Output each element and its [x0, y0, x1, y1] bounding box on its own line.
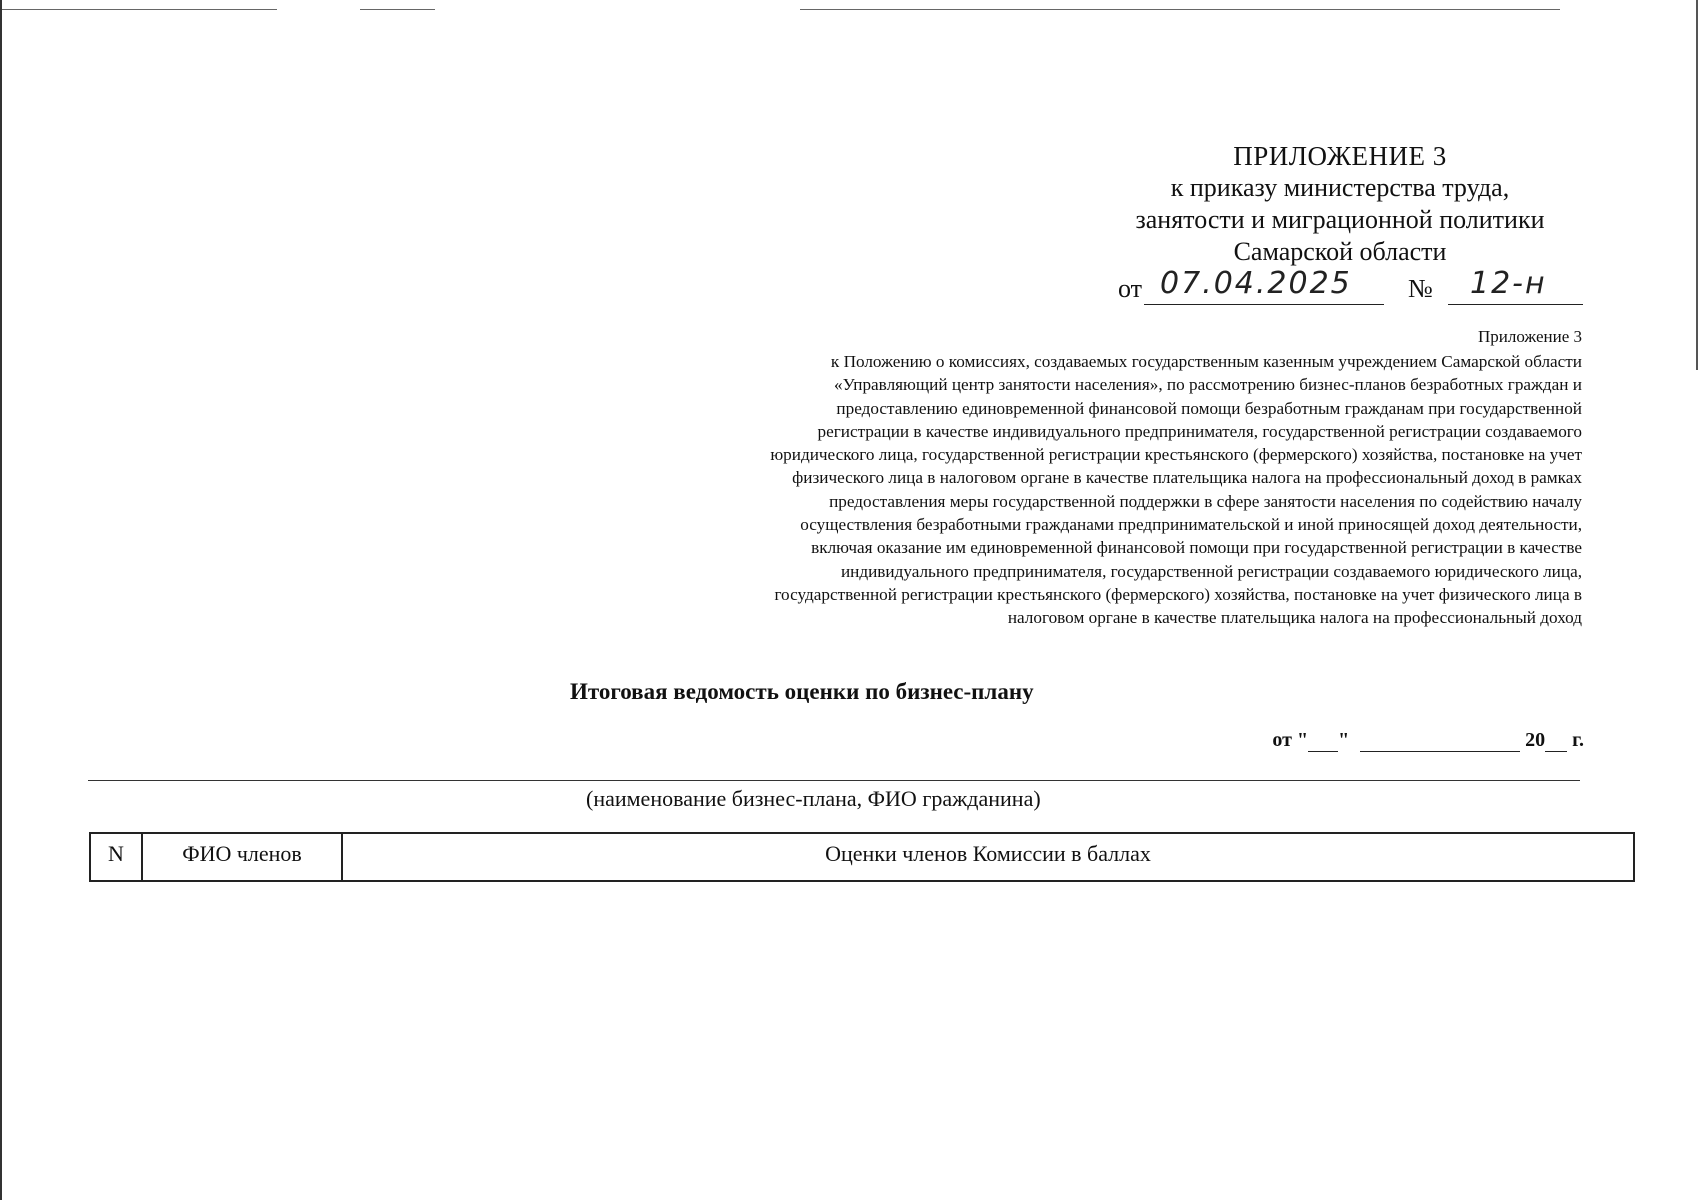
scan-line — [920, 9, 1560, 10]
scan-line — [800, 9, 920, 10]
attachment-line: осуществления безработными гражданами предпринимательской и иной приносящей доход деятельности, — [800, 515, 1582, 535]
date-day-blank — [1308, 731, 1338, 752]
scores-table — [89, 832, 1635, 882]
attachment-line: «Управляющий центр занятости населения», по рассмотрению бизнес-планов безработных граждан и — [834, 375, 1582, 395]
approval-title: ПРИЛОЖЕНИЕ 3 — [1233, 141, 1447, 171]
date-quote: " — [1338, 729, 1350, 751]
attachment-text — [600, 350, 1582, 630]
name-caption: (наименование бизнес-плана, ФИО гражданина) — [586, 786, 1041, 811]
col-scores-header: Оценки членов Комиссии в баллах — [342, 833, 1634, 881]
scan-line — [360, 9, 435, 10]
date-month-blank — [1360, 731, 1520, 752]
col-members-header: ФИО членов — [142, 833, 342, 881]
approval-block — [1100, 140, 1580, 268]
order-date-number — [1118, 266, 1583, 306]
date-year: 20 — [1525, 729, 1546, 751]
date-suffix: г. — [1572, 729, 1584, 751]
order-number-underline — [1448, 304, 1583, 305]
attachment-line: регистрации в качестве индивидуального предпринимателя, государственной регистрации создаваемого — [817, 421, 1582, 441]
scan-line — [2, 9, 277, 10]
date-prefix: от " — [1272, 729, 1309, 751]
statement-date — [1272, 729, 1584, 759]
approval-line: Самарской области — [1233, 237, 1447, 266]
attachment-line: юридического лица, государственной регистрации крестьянского (фермерского) хозяйства, постановке на учет — [770, 445, 1582, 465]
attachment-line: включая оказание им единовременной финансовой помощи при государственной регистрации в качестве — [811, 538, 1582, 558]
attachment-line: индивидуального предпринимателя, государственной регистрации создаваемого юридического лица, — [840, 561, 1582, 581]
scan-edge-left — [0, 0, 2, 1200]
attachment-line: к Положению о комиссиях, создаваемых государственным казенным учреждением Самарской области — [830, 352, 1582, 371]
attachment-line: предоставления меры государственной поддержки в сфере занятости населения по содействию началу — [829, 491, 1582, 511]
col-number-header: N — [90, 833, 142, 881]
order-number-label: № — [1408, 274, 1433, 303]
attachment-title: Приложение 3 — [1478, 327, 1582, 346]
attachment-line: физического лица в налоговом органе в качестве плательщика налога на профессиональный доход в рамках — [792, 468, 1582, 488]
date-year-blank — [1545, 731, 1567, 752]
order-date-value: 07.04.2025 — [1160, 266, 1352, 301]
table-header-row — [90, 833, 1634, 881]
order-number-value: 12-н — [1470, 266, 1547, 301]
order-date-label: от — [1118, 274, 1143, 303]
document-heading: Итоговая ведомость оценки по бизнес-плану — [570, 679, 1034, 704]
attachment-line: государственной регистрации крестьянского (фермерского) хозяйства, постановке на учет физического лица в — [774, 584, 1582, 604]
approval-line: занятости и миграционной политики — [1135, 205, 1545, 234]
attachment-line: налоговом органе в качестве плательщика налога на профессиональный доход — [1007, 608, 1582, 628]
name-underline — [88, 780, 1580, 781]
approval-line: к приказу министерства труда, — [1170, 173, 1510, 202]
attachment-line: предоставлению единовременной финансовой помощи безработным гражданам при государственной — [836, 398, 1582, 418]
order-date-underline — [1144, 304, 1384, 305]
